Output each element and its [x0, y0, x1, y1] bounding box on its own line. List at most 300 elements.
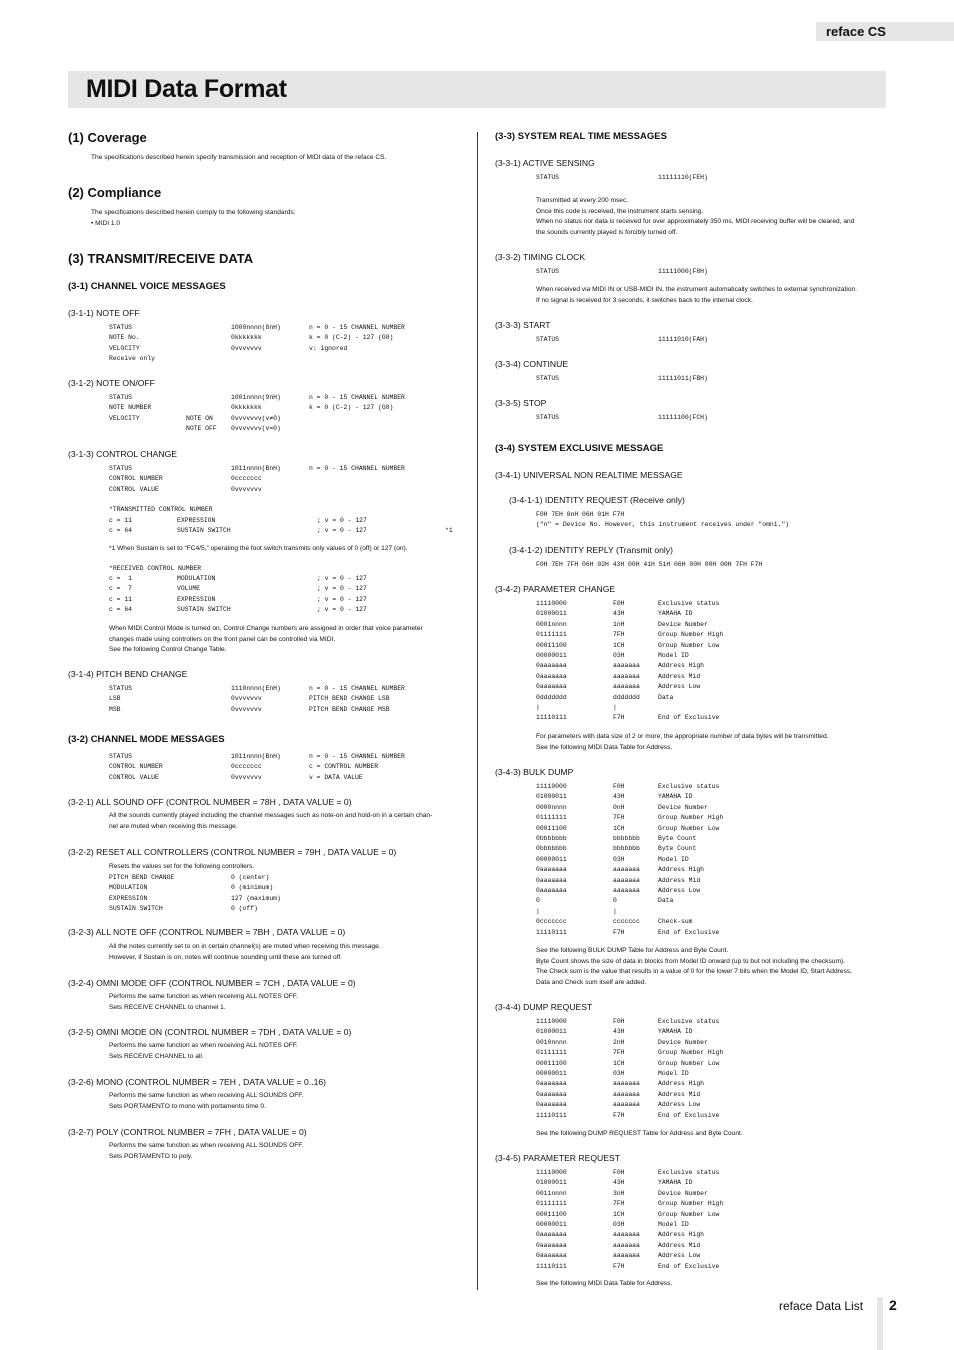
- table-cell: [658, 907, 778, 917]
- subsection-heading: (3-4) SYSTEM EXCLUSIVE MESSAGE: [495, 443, 664, 454]
- table-cell: 0aaaaaaa: [536, 1241, 567, 1249]
- table-cell: v: ignored: [309, 344, 348, 352]
- table-cell: aaaaaaa: [613, 683, 640, 691]
- text-line: Performs the same function as when receiving ALL SOUNDS OFF.: [109, 1142, 304, 1149]
- table-cell: STATUS: [536, 268, 560, 275]
- table-cell: [186, 344, 231, 354]
- table-row: [536, 374, 758, 384]
- table-cell: Data: [658, 693, 674, 701]
- table-row: [536, 1199, 778, 1209]
- text-line: The Check sum is the value that results in a value of 0 for the lower 7 bits when the Model ID, Start Address,: [536, 968, 852, 975]
- page-number: 2: [889, 1297, 897, 1313]
- table-cell: Address Mid: [658, 672, 701, 680]
- table-cell: 11110000: [536, 600, 567, 607]
- table-cell: ; v = 0 - 127: [317, 585, 367, 593]
- table-cell: Address Low: [658, 1101, 701, 1109]
- table-cell: [186, 403, 231, 413]
- table-cell: Group Number Low: [658, 641, 720, 649]
- table-row: [109, 574, 445, 584]
- table-cell: [186, 752, 231, 762]
- table-cell: CONTROL NUMBER: [109, 763, 163, 771]
- table-cell: [186, 354, 231, 364]
- table-cell: STATUS: [536, 414, 560, 421]
- text-line: See the following MIDI Data Table for Address.: [536, 743, 673, 751]
- section-heading: (3) TRANSMIT/RECEIVE DATA: [68, 251, 254, 266]
- table-cell: MODULATION: [109, 884, 148, 892]
- table-cell: 1011nnnn(BnH): [231, 465, 281, 472]
- table-cell: c = 64: [109, 606, 133, 614]
- table-cell: STATUS: [536, 375, 560, 382]
- message-heading: (3-4-1-1) IDENTITY REQUEST (Receive only): [509, 495, 685, 505]
- table-row: [536, 1079, 778, 1089]
- table-cell: 00011100: [536, 641, 567, 649]
- table-cell: aaaaaaa: [613, 1252, 640, 1260]
- table-cell: 00011100: [536, 1210, 567, 1218]
- table-cell: 11110000: [536, 783, 567, 790]
- table-cell: Byte Count: [658, 835, 697, 842]
- table-cell: |: [536, 704, 540, 711]
- text-line: Once this code is received, the instrument starts sensing.: [536, 207, 704, 215]
- table-cell: 1CH: [613, 1059, 625, 1067]
- table-row: [536, 855, 778, 865]
- table-cell: ddddddd: [613, 693, 640, 701]
- text-line: All the notes currently set to on in certain channel(s) are muted when receiving this message.: [109, 943, 381, 950]
- table-cell: Address Mid: [658, 1241, 701, 1249]
- table-cell: 7FH: [613, 631, 625, 639]
- table-cell: LSB: [109, 695, 121, 703]
- table-cell: 0bbbbbbb: [536, 835, 567, 842]
- text-line: Resets the values set for the following controllers.: [109, 863, 255, 870]
- message-heading: (3-2-5) OMNI MODE ON (CONTROL NUMBER = 7DH , DATA VALUE = 0): [68, 1027, 352, 1037]
- table-cell: aaaaaaa: [613, 672, 640, 680]
- table-cell: 11111011(FBH): [658, 375, 708, 382]
- footnote: *1 When Sustain is set to “FC4/5,” operating the foot switch transmits only values of 0 (off) or 127 (on).: [109, 545, 408, 552]
- table-cell: 11110000: [536, 1169, 567, 1176]
- text-line: However, if Sustain is on, notes will continue sounding until these are turned off.: [109, 953, 342, 961]
- table-row: [109, 323, 469, 333]
- text-line: changes made using controllers on the front panel can be controlled via MIDI.: [109, 635, 336, 643]
- table-cell: 0kkkkkkk: [231, 404, 262, 412]
- table-cell: 03H: [613, 1221, 625, 1228]
- table-cell: 01111111: [536, 631, 567, 639]
- table-cell: Address High: [658, 866, 705, 874]
- table-row: [536, 620, 778, 630]
- table-cell: CONTROL VALUE: [109, 485, 159, 493]
- table-cell: 7FH: [613, 814, 625, 822]
- table-row: [109, 605, 445, 615]
- table-cell: PITCH BEND CHANGE MSB: [309, 705, 390, 713]
- table-row: [109, 705, 469, 715]
- table-row: [109, 584, 445, 594]
- table-cell: F7H: [613, 1111, 625, 1119]
- table-row: [536, 1069, 778, 1079]
- table-row: [536, 267, 758, 277]
- table-row: [109, 752, 469, 762]
- table-cell: Exclusive status: [658, 1018, 720, 1025]
- table-cell: Model ID: [658, 855, 689, 863]
- table-cell: EXPRESSION: [109, 894, 148, 902]
- table-cell: MSB: [109, 705, 121, 713]
- table-cell: Address High: [658, 1231, 705, 1239]
- text-line: See the following BULK DUMP Table for Address and Byte Count.: [536, 947, 729, 954]
- message-heading: (3-4-1-2) IDENTITY REPLY (Transmit only): [509, 545, 673, 555]
- table-cell: 1001nnnn(9nH): [231, 394, 281, 401]
- table-row: [536, 413, 758, 423]
- table-row: [536, 1168, 778, 1178]
- table-row: [536, 886, 778, 896]
- table-cell: 0aaaaaaa: [536, 1252, 567, 1260]
- table-cell: 0vvvvvvv: [231, 485, 262, 493]
- table-cell: EXPRESSION: [177, 517, 216, 524]
- table-cell: SUSTAIN SWITCH: [177, 527, 231, 535]
- table-row: [536, 173, 758, 183]
- table-cell: PITCH BEND CHANGE LSB: [309, 695, 390, 703]
- message-heading: (3-3-5) STOP: [495, 398, 547, 408]
- table-cell: 0vvvvvvv: [231, 773, 262, 781]
- table-row: [536, 1230, 778, 1240]
- table-row: [109, 403, 469, 413]
- table-cell: 43H: [613, 1179, 625, 1187]
- table-cell: VELOCITY: [109, 414, 140, 422]
- message-heading: (3-1-1) NOTE OFF: [68, 308, 140, 318]
- text-line: When MIDI Control Mode is turned on, Control Change numbers are assigned in order that voice parameter: [109, 625, 423, 632]
- table-cell: Address Low: [658, 683, 701, 691]
- message-heading: (3-4-5) PARAMETER REQUEST: [495, 1153, 620, 1163]
- table-cell: Address Mid: [658, 1090, 701, 1098]
- table-cell: F0H: [613, 1018, 625, 1025]
- table-cell: Data: [658, 897, 674, 905]
- footer-label: reface Data List: [779, 1299, 864, 1313]
- table-cell: [186, 393, 231, 403]
- table-cell: [231, 354, 309, 364]
- table-cell: c = 1: [109, 575, 133, 582]
- table-cell: [445, 516, 465, 526]
- table-cell: Group Number High: [658, 1049, 724, 1057]
- table-cell: 0aaaaaaa: [536, 1090, 567, 1098]
- table-cell: c = 64: [109, 527, 133, 535]
- table-cell: [309, 354, 469, 364]
- message-heading: (3-2-1) ALL SOUND OFF (CONTROL NUMBER = 78H , DATA VALUE = 0): [68, 797, 352, 807]
- table-row: [109, 694, 469, 704]
- text-line: • MIDI 1.0: [91, 219, 121, 227]
- table-cell: Exclusive status: [658, 783, 720, 790]
- table-row: [536, 1038, 778, 1048]
- table-row: [536, 1241, 778, 1251]
- table-cell: 1CH: [613, 1210, 625, 1218]
- table-row: [536, 1251, 778, 1261]
- table-row: [109, 894, 331, 904]
- table-row: [536, 1220, 778, 1230]
- text-line: Sets PORTAMENTO to mono with portamento time 0.: [109, 1102, 266, 1110]
- table-row: [536, 1111, 778, 1121]
- table-cell: ; v = 0 - 127: [317, 595, 367, 603]
- table-cell: 11111100(FCH): [658, 414, 708, 421]
- table-cell: Device Number: [658, 1038, 708, 1046]
- table-cell: Exclusive status: [658, 600, 720, 607]
- table-row: [536, 1100, 778, 1110]
- table-cell: 0ccccccc: [231, 475, 262, 483]
- table-cell: [109, 424, 186, 434]
- table-row: [536, 599, 778, 609]
- table-cell: 11111000(F8H): [658, 268, 708, 275]
- table-cell: 0kkkkkkk: [231, 334, 262, 342]
- table-cell: Check-sum: [658, 918, 693, 926]
- table-row: [536, 661, 778, 671]
- table-title: *RECEIVED CONTROL NUMBER: [109, 565, 202, 572]
- table-row: [536, 792, 778, 802]
- table-cell: aaaaaaa: [613, 1080, 640, 1088]
- text-line: When no status nor data is received for over approximately 350 ms, MIDI receiving buffer will be cleared, and: [536, 218, 855, 225]
- message-heading: (3-4-4) DUMP REQUEST: [495, 1002, 593, 1012]
- text-line: If no signal is received for 3 seconds, it switches back to the internal clock.: [536, 296, 753, 304]
- table-cell: [186, 464, 231, 474]
- table-cell: STATUS: [536, 174, 560, 181]
- text-line: Performs the same function as when receiving ALL NOTES OFF.: [109, 1042, 298, 1049]
- table-cell: n = 0 - 15 CHANNEL NUMBER: [309, 465, 405, 472]
- table-row: [109, 516, 465, 526]
- table-cell: VELOCITY: [109, 344, 140, 352]
- table-cell: k = 0 (C-2) - 127 (G8): [309, 334, 394, 342]
- table-cell: MODULATION: [177, 575, 216, 582]
- table-cell: Address Mid: [658, 876, 701, 884]
- table-cell: 03H: [613, 652, 625, 659]
- table-cell: 0aaaaaaa: [536, 672, 567, 680]
- subsection-heading: (3-2) CHANNEL MODE MESSAGES: [68, 734, 225, 745]
- table-cell: [186, 474, 231, 484]
- table-cell: n = 0 - 15 CHANNEL NUMBER: [309, 394, 405, 401]
- table-cell: 0vvvvvvv: [231, 695, 262, 703]
- table-cell: |: [613, 907, 617, 915]
- table-cell: [186, 333, 231, 343]
- text-line: See the following DUMP REQUEST Table for Address and Byte Count.: [536, 1130, 743, 1137]
- table-cell: 0vvvvvvv(v=0): [231, 425, 281, 433]
- table-cell: 7FH: [613, 1049, 625, 1057]
- table-cell: ; v = 0 - 127: [317, 517, 367, 524]
- message-heading: (3-1-2) NOTE ON/OFF: [68, 378, 155, 388]
- text-line: Performs the same function as when receiving ALL SOUNDS OFF.: [109, 1092, 304, 1099]
- message-heading: (3-2-3) ALL NOTE OFF (CONTROL NUMBER = 7BH , DATA VALUE = 0): [68, 927, 346, 937]
- table-row: [109, 773, 469, 783]
- table-row: [536, 651, 778, 661]
- table-cell: STATUS: [109, 465, 133, 472]
- sysex-line: ("n" = Device No. However, this instrument receives under "omni."): [536, 521, 790, 529]
- table-row: [536, 713, 778, 723]
- table-cell: Model ID: [658, 652, 689, 659]
- table-cell: 1011nnnn(BnH): [231, 753, 281, 760]
- table-cell: 01111111: [536, 1200, 567, 1208]
- table-cell: 1CH: [613, 641, 625, 649]
- table-cell: Device Number: [658, 1189, 708, 1197]
- table-cell: [186, 485, 231, 495]
- table-cell: c = 11: [109, 517, 133, 524]
- sysex-line: F0H 7EH 7FH 06H 02H 43H 00H 41H 51H 06H 00H 00H 00H 7FH F7H: [536, 561, 763, 568]
- table-cell: n = 0 - 15 CHANNEL NUMBER: [309, 753, 405, 760]
- table-cell: Group Number Low: [658, 1059, 720, 1067]
- table-cell: F0H: [613, 600, 625, 607]
- table-cell: 0aaaaaaa: [536, 876, 567, 884]
- table-cell: Model ID: [658, 1070, 689, 1077]
- table-cell: YAMAHA ID: [658, 1179, 693, 1187]
- table-cell: 0aaaaaaa: [536, 887, 567, 894]
- table-row: [536, 1017, 778, 1027]
- message-heading: (3-4-1) UNIVERSAL NON REALTIME MESSAGE: [495, 470, 683, 480]
- table-cell: 0bbbbbbb: [536, 845, 567, 853]
- table-row: [109, 393, 469, 403]
- title-bar: [68, 71, 886, 108]
- table-cell: 0 (minimum): [231, 884, 274, 892]
- message-heading: (3-3-3) START: [495, 320, 551, 330]
- table-row: [536, 834, 778, 844]
- table-cell: 00000011: [536, 1221, 567, 1228]
- table-cell: ccccccc: [613, 918, 640, 926]
- message-heading: (3-3-1) ACTIVE SENSING: [495, 158, 595, 168]
- table-cell: 0011nnnn: [536, 1189, 567, 1197]
- table-cell: End of Exclusive: [658, 1111, 720, 1119]
- table-row: [109, 873, 331, 883]
- table-cell: 11111110(FEH): [658, 174, 708, 181]
- table-row: [536, 672, 778, 682]
- table-cell: 00011100: [536, 824, 567, 832]
- table-cell: 0010nnnn: [536, 1038, 567, 1046]
- text-line: See the following Control Change Table.: [109, 646, 227, 653]
- table-cell: 03H: [613, 855, 625, 863]
- text-line: All the sounds currently played including the channel messages such as note-on and hold-on in a certain chan-: [109, 812, 433, 819]
- table-cell: Address High: [658, 662, 705, 670]
- table-cell: 0ccccccc: [231, 763, 262, 771]
- table-cell: CONTROL NUMBER: [109, 475, 163, 483]
- text-line: nel are muted when receiving this message.: [109, 822, 238, 830]
- table-row: [536, 782, 778, 792]
- table-cell: 01000011: [536, 1179, 567, 1187]
- table-cell: [309, 485, 469, 495]
- table-cell: |: [613, 704, 617, 711]
- table-cell: k = 0 (C-2) - 127 (G8): [309, 404, 394, 412]
- table-cell: 0: [613, 897, 617, 905]
- table-cell: End of Exclusive: [658, 714, 720, 722]
- table-cell: aaaaaaa: [613, 876, 640, 884]
- table-cell: NOTE ON: [186, 414, 213, 422]
- table-cell: 0001nnnn: [536, 620, 567, 628]
- table-cell: 1CH: [613, 824, 625, 832]
- table-cell: 11110111: [536, 928, 567, 936]
- footer-bar: [877, 1297, 883, 1350]
- table-cell: 01111111: [536, 1049, 567, 1057]
- text-line: Byte Count shows the size of data in blocks from Model ID onward (up to but not including the checksum).: [536, 957, 845, 965]
- table-cell: 0nH: [613, 803, 625, 811]
- table-cell: 0aaaaaaa: [536, 662, 567, 670]
- table-cell: Device Number: [658, 620, 708, 628]
- table-row: [536, 1048, 778, 1058]
- table-row: [109, 883, 331, 893]
- table-cell: 00000011: [536, 1070, 567, 1077]
- table-cell: aaaaaaa: [613, 887, 640, 894]
- table-cell: 01000011: [536, 793, 567, 801]
- table-cell: Exclusive status: [658, 1169, 720, 1176]
- table-row: [536, 335, 758, 345]
- text-line: Data and Check sum itself are added.: [536, 978, 647, 986]
- table-cell: F0H: [613, 1169, 625, 1176]
- table-row: [109, 344, 469, 354]
- table-cell: 2nH: [613, 1038, 625, 1046]
- message-heading: (3-2-4) OMNI MODE OFF (CONTROL NUMBER = 7CH , DATA VALUE = 0): [68, 978, 356, 988]
- table-cell: 11110111: [536, 1262, 567, 1270]
- table-cell: [309, 414, 469, 424]
- table-cell: SUSTAIN SWITCH: [109, 905, 163, 913]
- table-cell: 11110111: [536, 1111, 567, 1119]
- text-line: Sets RECEIVE CHANNEL to channel 1.: [109, 1003, 226, 1011]
- table-cell: 1110nnnn(EnH): [231, 685, 281, 692]
- table-cell: 00000011: [536, 652, 567, 659]
- table-cell: 0ddddddd: [536, 693, 567, 701]
- table-cell: 0aaaaaaa: [536, 1231, 567, 1239]
- table-row: [536, 803, 778, 813]
- message-heading: (3-1-4) PITCH BEND CHANGE: [68, 669, 188, 679]
- table-row: [109, 464, 469, 474]
- table-cell: STATUS: [109, 324, 133, 331]
- text-line: See the following MIDI Data Table for Address.: [536, 1280, 673, 1287]
- table-cell: Group Number High: [658, 814, 724, 822]
- table-row: [109, 684, 469, 694]
- table-row: [536, 813, 778, 823]
- table-cell: [186, 684, 231, 694]
- message-heading: (3-4-3) BULK DUMP: [495, 767, 574, 777]
- table-row: [109, 485, 469, 495]
- table-row: [536, 865, 778, 875]
- table-cell: aaaaaaa: [613, 1101, 640, 1109]
- table-cell: 0vvvvvvv(v≠0): [231, 414, 281, 422]
- table-cell: NOTE NUMBER: [109, 404, 152, 412]
- table-cell: aaaaaaa: [613, 1241, 640, 1249]
- table-row: [536, 1090, 778, 1100]
- table-cell: 43H: [613, 1028, 625, 1036]
- table-cell: CONTROL VALUE: [109, 773, 159, 781]
- message-heading: (3-2-7) POLY (CONTROL NUMBER = 7FH , DATA VALUE = 0): [68, 1127, 307, 1137]
- table-cell: 00000011: [536, 855, 567, 863]
- table-cell: EXPRESSION: [177, 595, 216, 603]
- table-row: [109, 762, 469, 772]
- table-row: [109, 474, 469, 484]
- table-cell: 11110111: [536, 714, 567, 722]
- table-cell: YAMAHA ID: [658, 793, 693, 801]
- table-row: [109, 414, 469, 424]
- table-cell: 7FH: [613, 1200, 625, 1208]
- table-row: [109, 424, 469, 434]
- table-row: [109, 904, 331, 914]
- table-row: [536, 693, 778, 703]
- message-heading: (3-4-2) PARAMETER CHANGE: [495, 584, 616, 594]
- table-row: [536, 703, 778, 713]
- table-cell: 01000011: [536, 610, 567, 618]
- table-cell: Group Number Low: [658, 824, 720, 832]
- table-cell: [186, 773, 231, 783]
- table-cell: [186, 323, 231, 333]
- table-cell: c = 11: [109, 595, 133, 603]
- table-cell: [186, 762, 231, 772]
- table-cell: 0aaaaaaa: [536, 866, 567, 874]
- page-title: MIDI Data Format: [86, 75, 287, 103]
- table-cell: STATUS: [109, 394, 133, 401]
- table-cell: STATUS: [109, 685, 133, 692]
- table-cell: End of Exclusive: [658, 928, 720, 936]
- table-cell: 1nH: [613, 620, 625, 628]
- sysex-line: F0H 7EH 0nH 06H 01H F7H: [536, 511, 625, 518]
- table-cell: c = CONTROL NUMBER: [309, 763, 379, 771]
- section-heading: (1) Coverage: [68, 130, 147, 145]
- table-row: [536, 907, 778, 917]
- table-cell: PITCH BEND CHANGE: [109, 874, 175, 881]
- table-cell: STATUS: [109, 753, 133, 760]
- table-row: [536, 682, 778, 692]
